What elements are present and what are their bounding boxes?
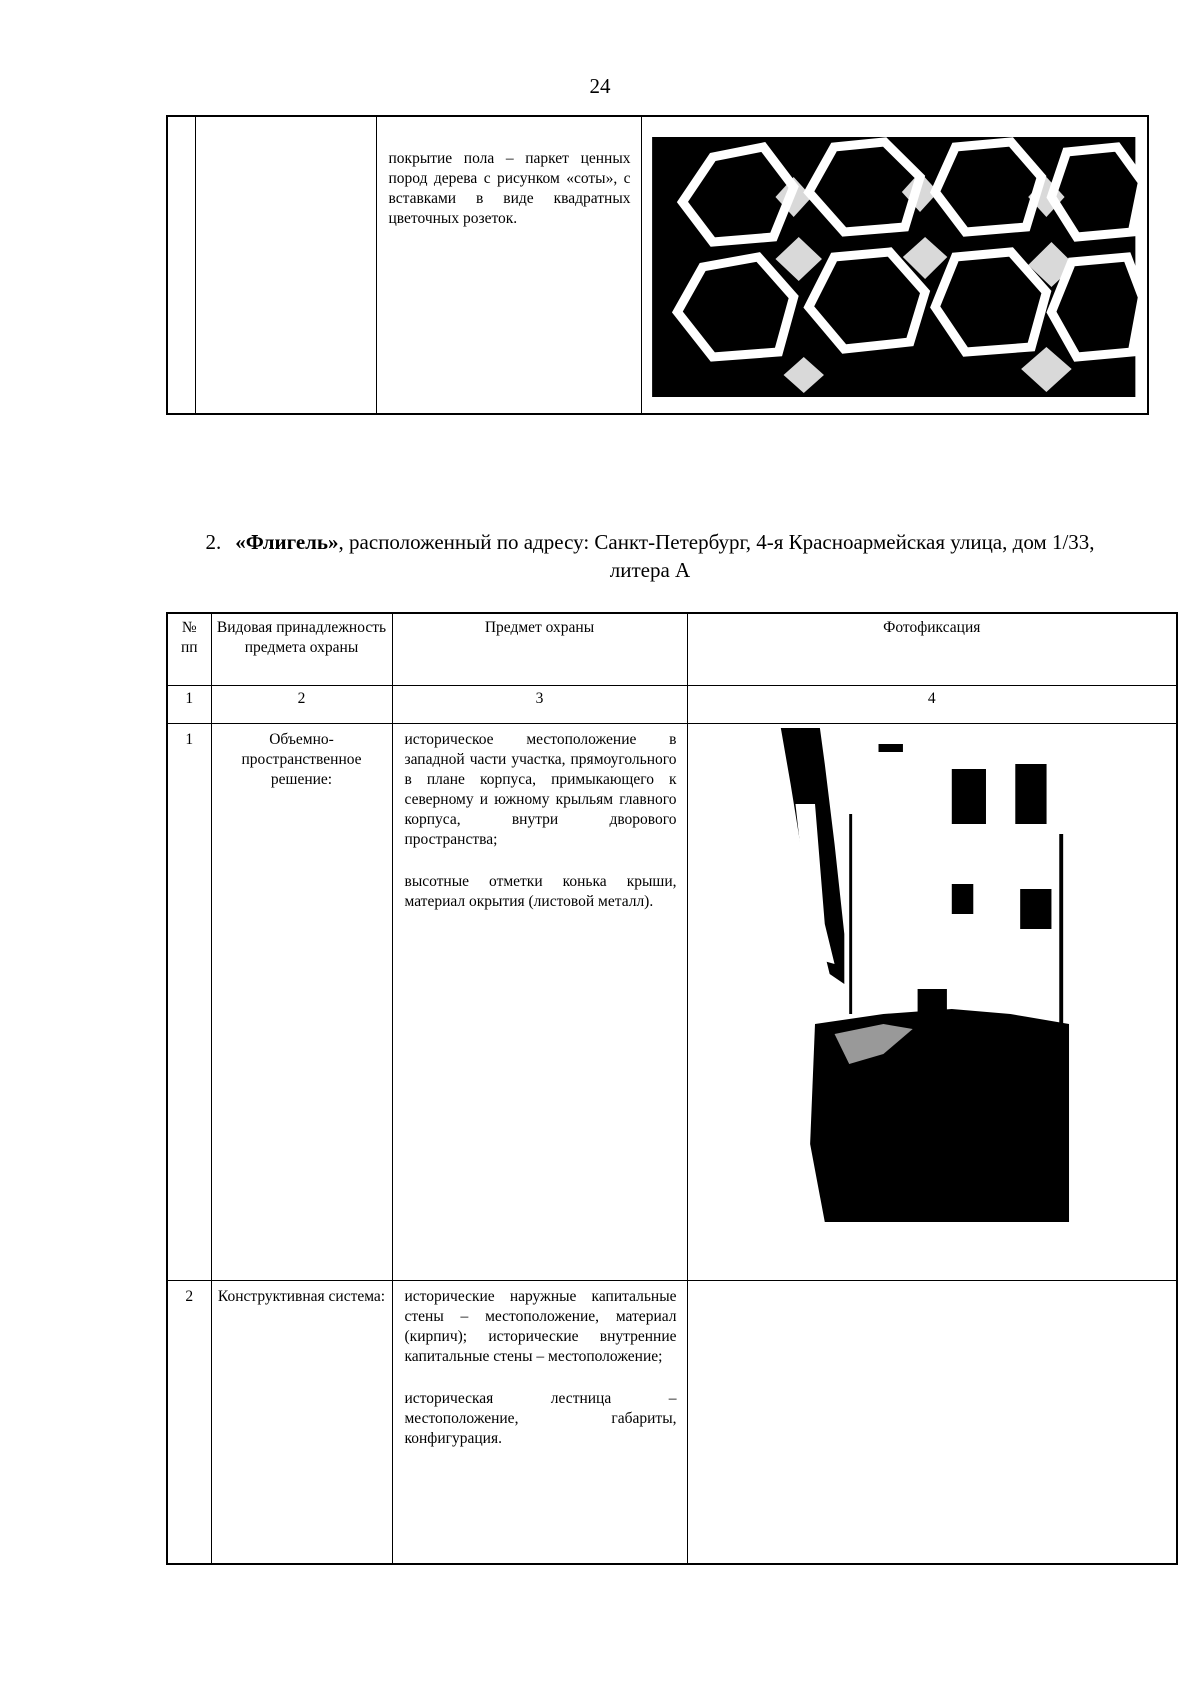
header-photo: Фотофиксация <box>687 613 1177 685</box>
header-number: № пп <box>167 613 211 685</box>
row-number: 1 <box>167 723 211 1280</box>
column-number: 2 <box>211 685 392 723</box>
column-number: 1 <box>167 685 211 723</box>
floor-description: покрытие пола – паркет ценных пород дерева с рисунком «соты», с вставками в виде квадратных цветочных розеток. <box>376 116 641 414</box>
courtyard-photo <box>688 724 1177 1280</box>
subject-item: историческая лестница – местоположение, габариты, конфигурация. <box>404 1389 677 1447</box>
column-number: 3 <box>392 685 687 723</box>
empty-photo-cell <box>687 1280 1177 1564</box>
header-type: Видовая принадлежность предмета охраны <box>211 613 392 685</box>
empty-cell <box>167 116 195 414</box>
page-number: 24 <box>589 74 611 98</box>
column-number: 4 <box>687 685 1177 723</box>
building-address: , расположенный по адресу: Санкт-Петербург, 4-я Красноармейская улица, дом 1/33, литера А <box>338 530 1095 582</box>
subject-item: исторические наружные капитальные стены – местоположение, материал (кирпич); исторические внутренние капитальные стены – местоположение; <box>404 1287 677 1365</box>
row-subject <box>392 723 687 1280</box>
parquet-honeycomb-photo <box>642 117 1148 413</box>
section-number: 2. <box>205 530 222 554</box>
parquet-photo-cell <box>641 116 1148 414</box>
courtyard-photo-cell <box>687 723 1177 1280</box>
row-type: Конструктивная система: <box>211 1280 392 1564</box>
continuation-table <box>166 115 1149 415</box>
row-type: Объемно-пространственное решение: <box>211 723 392 1280</box>
row-number: 2 <box>167 1280 211 1564</box>
section-title <box>200 528 1100 584</box>
protection-subject-table <box>166 612 1178 1565</box>
subject-item: историческое местоположение в западной части участка, прямоугольного в плане корпуса, примыкающего к северному и южному крыльям главного корпуса, внутри дворового пространства; <box>404 730 677 848</box>
table-row <box>167 1280 1177 1564</box>
subject-item: высотные отметки конька крыши, материал окрытия (листовой металл). <box>404 872 677 910</box>
row-subject <box>392 1280 687 1564</box>
table-row <box>167 723 1177 1280</box>
building-name: «Флигель» <box>235 530 339 554</box>
empty-cell <box>195 116 376 414</box>
header-subject: Предмет охраны <box>392 613 687 685</box>
